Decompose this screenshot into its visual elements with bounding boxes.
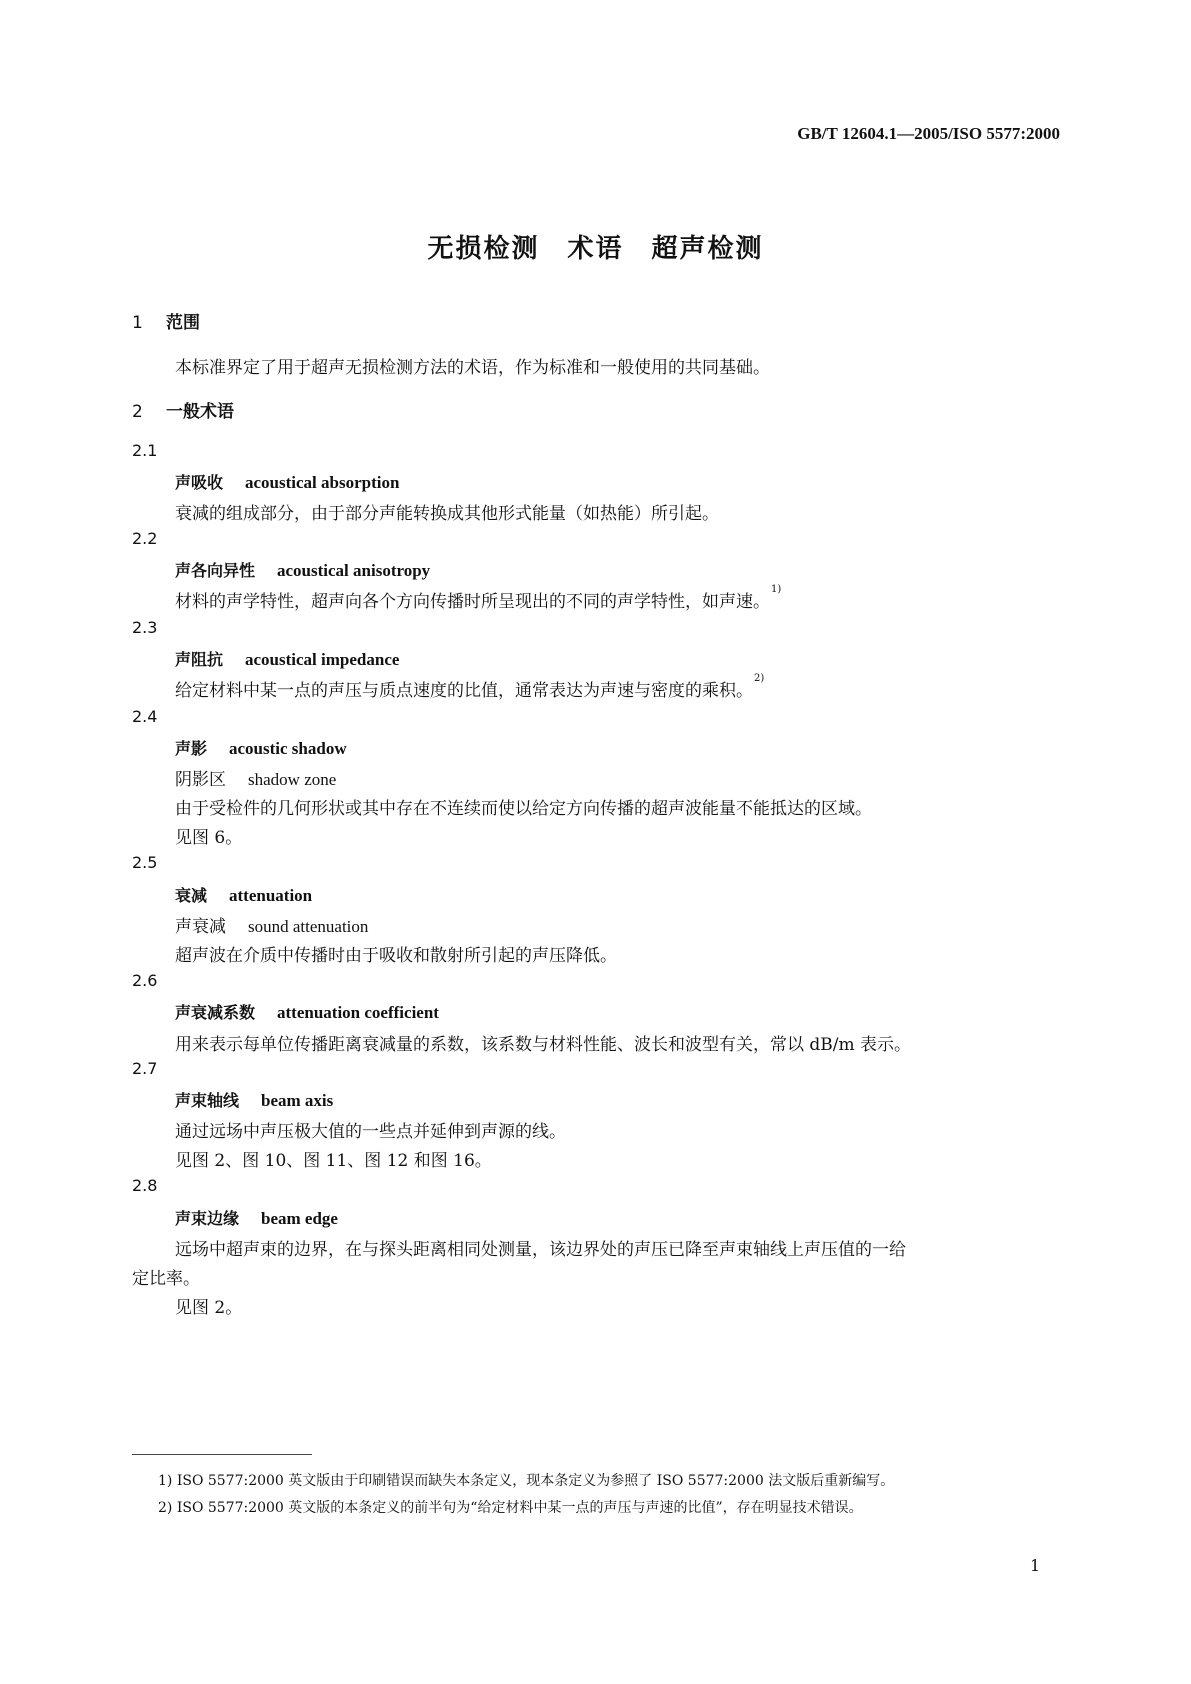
section-title: 范围	[166, 313, 200, 333]
term-entry	[175, 647, 399, 670]
term-entry	[175, 1206, 338, 1229]
term-entry	[175, 470, 399, 493]
term-zh: 衰减	[175, 886, 208, 905]
term-entry	[175, 883, 312, 906]
term-en: beam axis	[261, 1091, 334, 1110]
term-en: acoustical absorption	[245, 473, 400, 492]
definition-text: 给定材料中某一点的声压与质点速度的比值，通常表达为声速与密度的乘积。	[175, 681, 753, 701]
term-definition	[175, 673, 765, 701]
section-number: 1	[132, 313, 143, 333]
clause-number: 2.1	[132, 441, 158, 460]
clause-number: 2.4	[132, 707, 158, 726]
footnote: 2) ISO 5577:2000 英文版的本条定义的前半句为“给定材料中某一点的声压与声速的比值”，存在明显技术错误。	[158, 1500, 863, 1516]
standard-number: GB/T 12604.1—2005/ISO 5577:2000	[797, 124, 1060, 143]
term-definition: 远场中超声束的边界，在与探头距离相同处测量，该边界处的声压已降至声束轴线上声压值的一给	[175, 1240, 906, 1260]
section-number: 2	[132, 402, 143, 422]
term-entry	[175, 558, 430, 581]
clause-number: 2.6	[132, 971, 158, 990]
clause-number: 2.2	[132, 529, 158, 548]
clause-number: 2.8	[132, 1176, 158, 1195]
figure-reference: 见图 2。	[175, 1298, 243, 1318]
footnote-separator	[132, 1454, 312, 1455]
term-zh: 声束边缘	[175, 1209, 240, 1228]
term-zh: 声束轴线	[175, 1091, 240, 1110]
term-synonym	[175, 765, 336, 790]
definition-text: 材料的声学特性，超声向各个方向传播时所呈现出的不同的声学特性，如声速。	[175, 592, 770, 612]
term-zh: 声阻抗	[175, 650, 224, 669]
term-synonym	[175, 912, 368, 937]
term-definition: 超声波在介质中传播时由于吸收和散射所引起的声压降低。	[175, 946, 617, 966]
synonym-zh: 声衰减	[175, 917, 226, 937]
clause-number: 2.5	[132, 853, 158, 872]
term-entry	[175, 736, 347, 759]
section-heading-general	[132, 397, 234, 422]
footnote-ref: 2)	[754, 673, 765, 684]
term-en: attenuation coefficient	[277, 1003, 439, 1022]
section-heading-scope	[132, 308, 200, 333]
term-zh: 声各向异性	[175, 561, 256, 580]
footnote: 1) ISO 5577:2000 英文版由于印刷错误而缺失本条定义，现本条定义为参照了 ISO 5577:2000 法文版后重新编写。	[158, 1473, 895, 1489]
term-en: acoustical impedance	[245, 650, 400, 669]
synonym-zh: 阴影区	[175, 770, 226, 790]
term-zh: 声影	[175, 739, 208, 758]
document-title: 无损检测 术语 超声检测	[427, 234, 764, 264]
term-en: acoustical anisotropy	[277, 561, 431, 580]
synonym-en: shadow zone	[248, 770, 337, 789]
footnote-ref: 1)	[771, 584, 782, 595]
term-en: attenuation	[229, 886, 313, 905]
term-zh: 声衰减系数	[175, 1003, 256, 1022]
term-en: beam edge	[261, 1209, 338, 1228]
term-entry	[175, 1088, 333, 1111]
synonym-en: sound attenuation	[248, 917, 369, 936]
term-definition	[175, 584, 782, 612]
clause-number: 2.3	[132, 618, 158, 637]
figure-reference: 见图 2、图 10、图 11、图 12 和图 16。	[175, 1151, 492, 1171]
term-definition-continued: 定比率。	[132, 1269, 200, 1289]
term-zh: 声吸收	[175, 473, 224, 492]
term-definition: 由于受检件的几何形状或其中存在不连续而使以给定方向传播的超声波能量不能抵达的区域。	[175, 799, 872, 819]
scope-paragraph: 本标准界定了用于超声无损检测方法的术语，作为标准和一般使用的共同基础。	[175, 358, 770, 378]
clause-number: 2.7	[132, 1059, 158, 1078]
term-entry	[175, 1000, 439, 1023]
term-en: acoustic shadow	[229, 739, 347, 758]
term-definition: 衰减的组成部分，由于部分声能转换成其他形式能量（如热能）所引起。	[175, 504, 719, 524]
figure-reference: 见图 6。	[175, 828, 243, 848]
section-title: 一般术语	[166, 402, 234, 422]
term-definition: 用来表示每单位传播距离衰减量的系数，该系数与材料性能、波长和波型有关，常以 dB/m 表示。	[175, 1035, 912, 1055]
term-definition: 通过远场中声压极大值的一些点并延伸到声源的线。	[175, 1122, 566, 1142]
page-number: 1	[1030, 1556, 1041, 1575]
